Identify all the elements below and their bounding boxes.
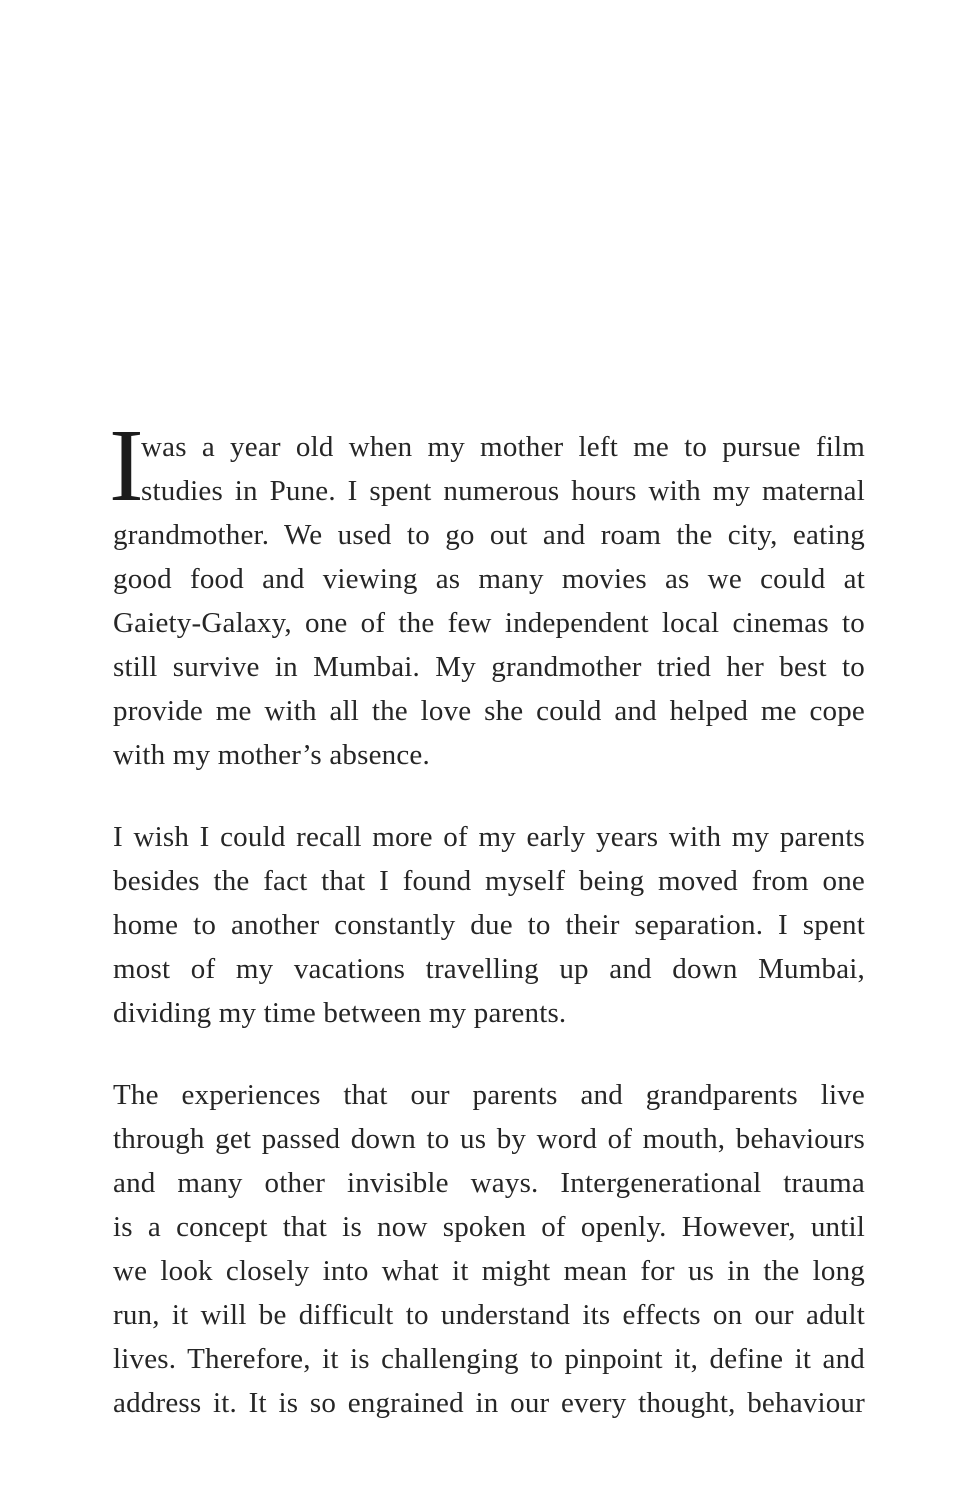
text-line: with my mother’s absence. — [113, 739, 430, 771]
text-line: we look closely into what it might mean for us in the long — [113, 1255, 865, 1287]
text-line: good food and viewing as many movies as we could at — [113, 563, 865, 595]
text-line: grandmother. We used to go out and roam the city, eating — [113, 519, 865, 551]
text-line: most of my vacations travelling up and down Mumbai, — [113, 953, 865, 985]
text-line: address it. It is so engrained in our every thought, behaviour — [113, 1387, 865, 1419]
text-line: is a concept that is now spoken of openly. However, until — [113, 1211, 865, 1243]
paragraph-early-years — [113, 815, 865, 1035]
paragraph-opening — [109, 408, 865, 777]
text-line: studies in Pune. I spent numerous hours with my maternal — [141, 475, 865, 507]
text-line: I wish I could recall more of my early years with my parents — [113, 821, 865, 853]
text-line: dividing my time between my parents. — [113, 997, 567, 1029]
text-line: Gaiety-Galaxy, one of the few independent local cinemas to — [113, 607, 865, 639]
text-line: run, it will be difficult to understand its effects on our adult — [113, 1299, 865, 1331]
text-line: provide me with all the love she could and helped me cope — [113, 695, 865, 727]
text-block — [109, 408, 865, 1463]
text-line: besides the fact that I found myself being moved from one — [113, 865, 865, 897]
text-line: The experiences that our parents and grandparents live — [113, 1079, 865, 1111]
text-line: lives. Therefore, it is challenging to pinpoint it, define it and — [113, 1343, 865, 1375]
text-line: was a year old when my mother left me to pursue film — [141, 431, 865, 463]
text-line: home to another constantly due to their separation. I spent — [113, 909, 865, 941]
paragraph-intergenerational-trauma — [113, 1073, 865, 1425]
text-line: and many other invisible ways. Intergenerational trauma — [113, 1167, 865, 1199]
text-line: still survive in Mumbai. My grandmother tried her best to — [113, 651, 865, 683]
text-line: through get passed down to us by word of mouth, behaviours — [113, 1123, 865, 1155]
drop-cap: I — [109, 408, 144, 523]
